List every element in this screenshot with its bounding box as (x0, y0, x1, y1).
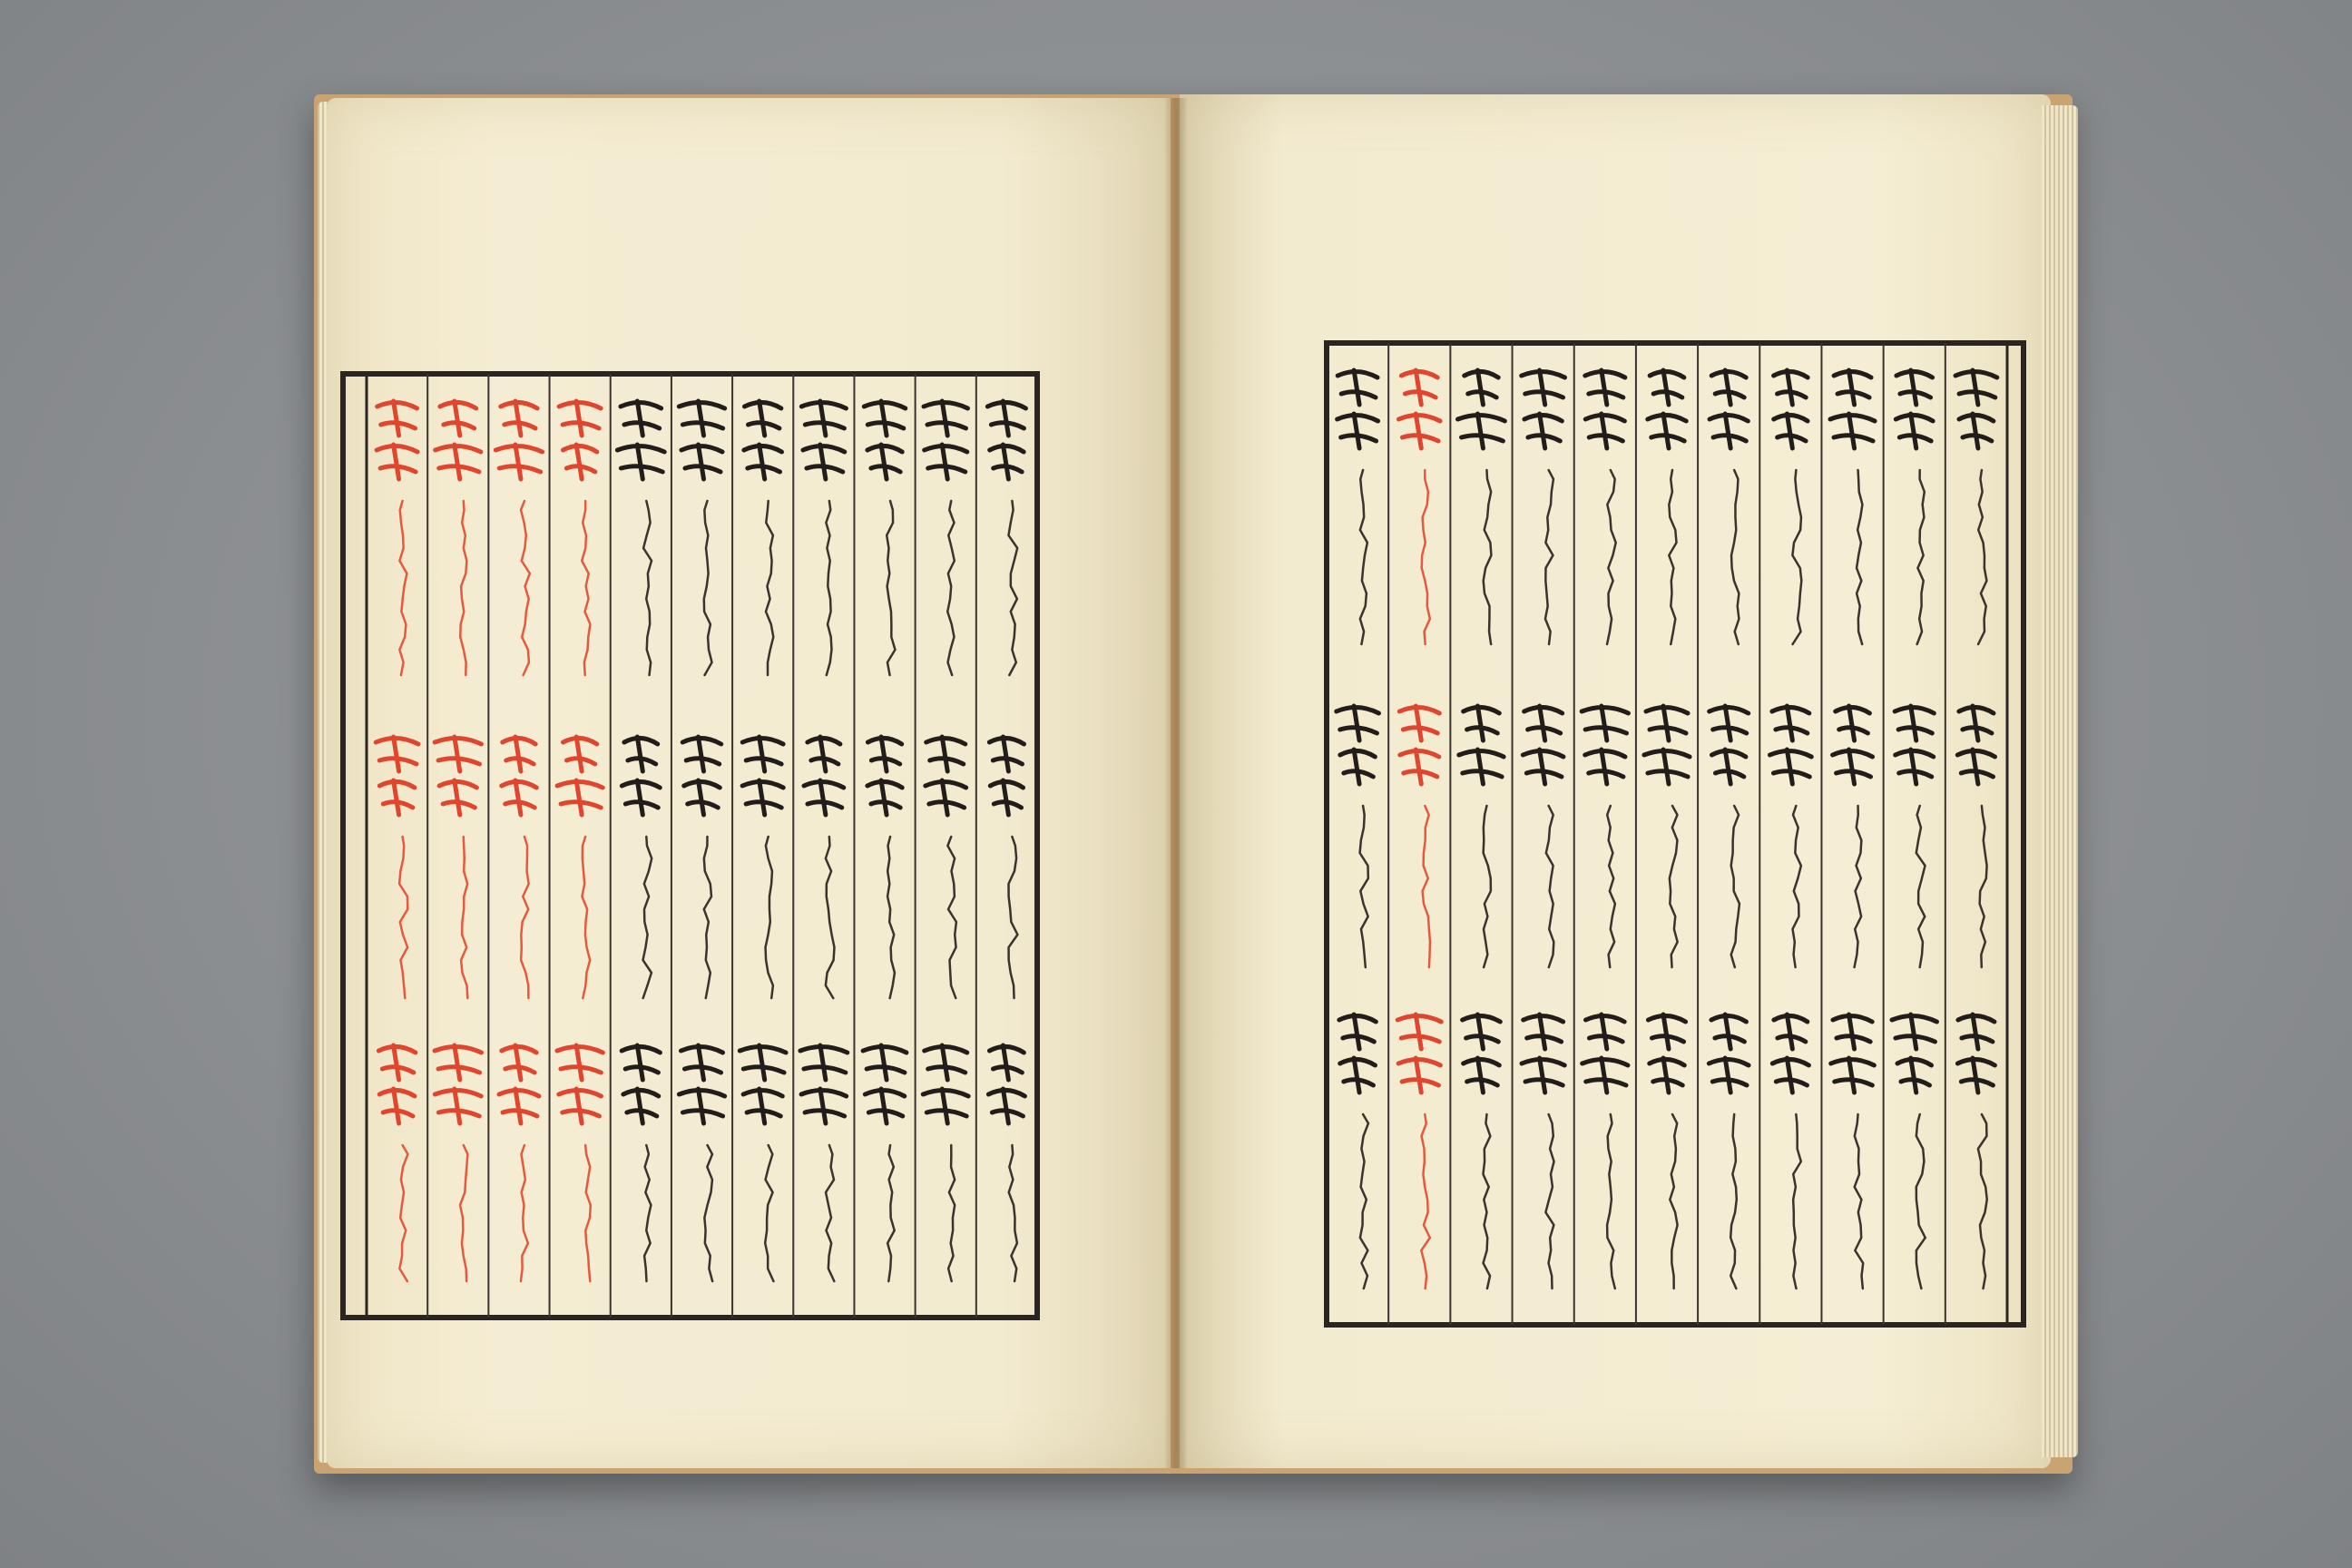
annotation-text (1008, 501, 1017, 675)
annotation-text (460, 501, 466, 675)
brush-glyph (439, 780, 476, 815)
brush-glyph (623, 1089, 659, 1123)
brush-glyph (1646, 706, 1688, 740)
brush-glyph (681, 1045, 722, 1080)
brush-glyph (1339, 1014, 1376, 1049)
brush-glyph (435, 1089, 481, 1123)
brush-glyph (804, 780, 844, 815)
annotation-text (1731, 470, 1739, 644)
brush-glyph (1401, 370, 1437, 405)
annotation-text (582, 501, 590, 675)
brush-glyph (436, 445, 481, 479)
annotation-text (765, 1145, 773, 1281)
brush-glyph (1895, 706, 1934, 740)
brush-glyph (1585, 750, 1625, 784)
brush-glyph (990, 445, 1024, 479)
annotation-text (521, 501, 530, 675)
brush-glyph (682, 737, 720, 771)
brush-glyph (622, 780, 660, 815)
brush-glyph (1397, 1014, 1441, 1049)
brush-glyph (1524, 706, 1563, 740)
brush-glyph (925, 445, 967, 479)
brush-glyph (926, 737, 965, 771)
annotation-text (1980, 806, 1987, 967)
brush-glyph (1711, 1014, 1747, 1049)
brush-glyph (1585, 1014, 1624, 1049)
brush-glyph (502, 780, 536, 815)
brush-glyph (1459, 750, 1504, 784)
annotation-text (1670, 1114, 1677, 1289)
brush-glyph (867, 780, 902, 815)
brush-glyph (1648, 1014, 1685, 1049)
brush-glyph (557, 780, 603, 815)
brush-glyph (1955, 370, 1997, 405)
brush-glyph (499, 1089, 539, 1123)
brush-glyph (1896, 370, 1933, 405)
brush-glyph (1650, 370, 1684, 405)
brush-glyph (800, 1045, 848, 1080)
annotation-text (1855, 1114, 1863, 1289)
brush-glyph (803, 445, 845, 479)
annotation-text (1607, 806, 1615, 967)
brush-glyph (1524, 414, 1562, 448)
brush-glyph (679, 1089, 724, 1123)
brush-glyph (924, 401, 967, 436)
brush-glyph (617, 445, 664, 479)
annotation-text (521, 837, 528, 998)
brush-glyph (1582, 706, 1628, 740)
brush-glyph (990, 780, 1023, 815)
annotation-text (887, 501, 895, 675)
brush-glyph (1338, 414, 1378, 448)
brush-glyph (1896, 414, 1933, 448)
annotation-text (1607, 1114, 1615, 1289)
annotation-text (644, 1145, 651, 1281)
brush-glyph (1398, 1058, 1440, 1093)
annotation-text (704, 1145, 712, 1281)
annotation-text (1917, 470, 1925, 644)
brush-glyph (1650, 1058, 1685, 1093)
annotation-text (1008, 837, 1017, 998)
brush-glyph (559, 1089, 602, 1123)
brush-glyph (1710, 414, 1748, 448)
annotation-text (1360, 1114, 1368, 1289)
brush-glyph (1711, 750, 1745, 784)
brush-glyph (435, 1045, 481, 1080)
annotation-text (826, 837, 835, 998)
annotation-text (399, 1145, 407, 1281)
annotation-text (399, 837, 407, 998)
annotation-text (1731, 806, 1740, 967)
brush-glyph (1897, 1058, 1932, 1093)
brush-glyph (622, 1045, 660, 1080)
brush-glyph (564, 737, 597, 771)
brush-glyph (744, 445, 782, 479)
brush-glyph (502, 1045, 536, 1080)
brush-glyph (1585, 414, 1624, 448)
brush-glyph (501, 401, 537, 436)
brush-glyph (679, 401, 724, 436)
annotation-text (461, 837, 467, 998)
brush-glyph (435, 737, 481, 771)
brush-glyph (1831, 1058, 1875, 1093)
brush-glyph (1896, 750, 1934, 784)
brush-glyph (1522, 370, 1565, 405)
annotation-text (1423, 806, 1430, 967)
annotation-text (826, 1145, 834, 1281)
brush-glyph (1833, 1014, 1872, 1049)
brush-glyph (1522, 1058, 1564, 1093)
brush-glyph (1710, 706, 1749, 740)
brush-glyph (624, 737, 658, 771)
brush-glyph (864, 401, 906, 436)
brush-glyph (1400, 750, 1439, 784)
brush-glyph (1644, 750, 1690, 784)
brush-glyph (1774, 1014, 1808, 1049)
brush-glyph (1772, 706, 1809, 740)
brush-glyph (1337, 706, 1379, 740)
brush-glyph (563, 445, 596, 479)
annotation-text (1360, 806, 1368, 967)
brush-glyph (989, 1045, 1024, 1080)
brush-glyph (742, 737, 783, 771)
left-page-frame (343, 374, 1037, 1318)
annotation-text (1669, 470, 1676, 644)
annotation-text (582, 837, 590, 998)
annotation-text (1484, 806, 1491, 967)
annotation-text (826, 501, 831, 675)
annotation-text (1793, 1114, 1801, 1289)
annotation-text (1978, 1114, 1987, 1289)
annotation-text (1855, 806, 1862, 967)
brush-glyph (867, 737, 901, 771)
brush-glyph (1523, 750, 1563, 784)
brush-glyph (865, 1089, 904, 1123)
brush-glyph (1769, 750, 1811, 784)
annotation-text (1545, 470, 1553, 644)
brush-glyph (743, 1089, 782, 1123)
brush-glyph (621, 401, 662, 436)
annotation-text (766, 501, 773, 675)
brush-glyph (1772, 1058, 1808, 1093)
brush-glyph (1464, 1058, 1500, 1093)
annotation-text (585, 1145, 591, 1281)
brush-glyph (1398, 414, 1440, 448)
brush-glyph (867, 445, 902, 479)
brush-glyph (801, 1089, 847, 1123)
brush-glyph (681, 445, 722, 479)
brush-glyph (1399, 706, 1439, 740)
brush-glyph (1957, 1058, 1994, 1093)
annotation-text (948, 1145, 955, 1281)
brush-glyph (1340, 750, 1376, 784)
annotation-text (521, 1145, 528, 1281)
brush-glyph (1458, 414, 1505, 448)
brush-glyph (740, 1045, 786, 1080)
annotation-text (887, 837, 895, 998)
annotation-text (1670, 806, 1678, 967)
annotation-text (1422, 470, 1430, 644)
left-handwriting (376, 401, 1025, 1281)
annotation-text (1545, 1114, 1553, 1289)
brush-glyph (863, 1045, 906, 1080)
brush-glyph (1833, 750, 1873, 784)
annotation-text (1421, 1114, 1429, 1289)
annotation-text (766, 837, 773, 998)
brush-glyph (1836, 706, 1870, 740)
brush-glyph (557, 1045, 603, 1080)
right-handwriting (1337, 370, 1997, 1289)
annotation-text (1792, 470, 1801, 644)
brush-glyph (377, 401, 417, 436)
annotation-text (1607, 470, 1616, 644)
brush-glyph (808, 737, 840, 771)
annotation-text (1730, 1114, 1737, 1289)
annotation-text (704, 837, 711, 998)
brush-glyph (1830, 414, 1875, 448)
brush-glyph (989, 737, 1024, 771)
brush-glyph (1892, 1014, 1936, 1049)
brush-glyph (1340, 1058, 1376, 1093)
brush-glyph (1711, 370, 1746, 405)
brush-glyph (988, 1089, 1024, 1123)
brush-glyph (503, 737, 535, 771)
annotation-text (704, 501, 712, 675)
annotation-text (1978, 470, 1986, 644)
brush-glyph (1338, 370, 1377, 405)
brush-glyph (1464, 706, 1500, 740)
annotation-text (887, 1145, 895, 1281)
brush-glyph (1957, 750, 1994, 784)
brush-glyph (1709, 1058, 1749, 1093)
brush-glyph (378, 1045, 415, 1080)
brush-glyph (1585, 370, 1625, 405)
annotation-text (1484, 470, 1492, 644)
annotation-text (1360, 470, 1367, 644)
brush-glyph (1583, 1058, 1628, 1093)
annotation-text (1857, 470, 1862, 644)
brush-glyph (377, 445, 417, 479)
brush-glyph (1774, 414, 1808, 448)
brush-glyph (379, 780, 415, 815)
right-column-rules (1388, 343, 1945, 1325)
annotation-text (643, 501, 652, 675)
brush-glyph (925, 1045, 967, 1080)
brush-glyph (744, 401, 780, 436)
annotation-text (1546, 806, 1553, 967)
brush-glyph (684, 780, 720, 815)
annotation-text (1009, 1145, 1017, 1281)
brush-glyph (1465, 370, 1498, 405)
annotation-text (399, 501, 407, 675)
brush-glyph (1524, 1014, 1563, 1049)
annotation-text (643, 837, 652, 998)
annotation-text (1483, 1114, 1490, 1289)
brush-glyph (987, 401, 1025, 436)
annotation-text (460, 1145, 467, 1281)
brush-glyph (376, 737, 418, 771)
annotation-text (947, 837, 956, 998)
brush-glyph (801, 401, 846, 436)
brush-glyph (1958, 1014, 1994, 1049)
brush-glyph (559, 401, 601, 436)
brush-glyph (495, 445, 542, 479)
brush-glyph (1463, 1014, 1501, 1049)
brush-glyph (926, 780, 966, 815)
annotation-text (947, 501, 955, 675)
brush-glyph (379, 1089, 415, 1123)
brush-glyph (923, 1089, 968, 1123)
brush-glyph (1959, 706, 1994, 740)
brush-glyph (440, 401, 476, 436)
brush-glyph (1648, 414, 1686, 448)
brush-glyph (1834, 370, 1871, 405)
brush-glyph (1959, 414, 1994, 448)
brush-glyph (1774, 370, 1808, 405)
brush-glyph (742, 780, 783, 815)
annotation-text (1916, 1114, 1926, 1289)
annotation-text (1916, 806, 1926, 967)
annotation-text (1792, 806, 1800, 967)
